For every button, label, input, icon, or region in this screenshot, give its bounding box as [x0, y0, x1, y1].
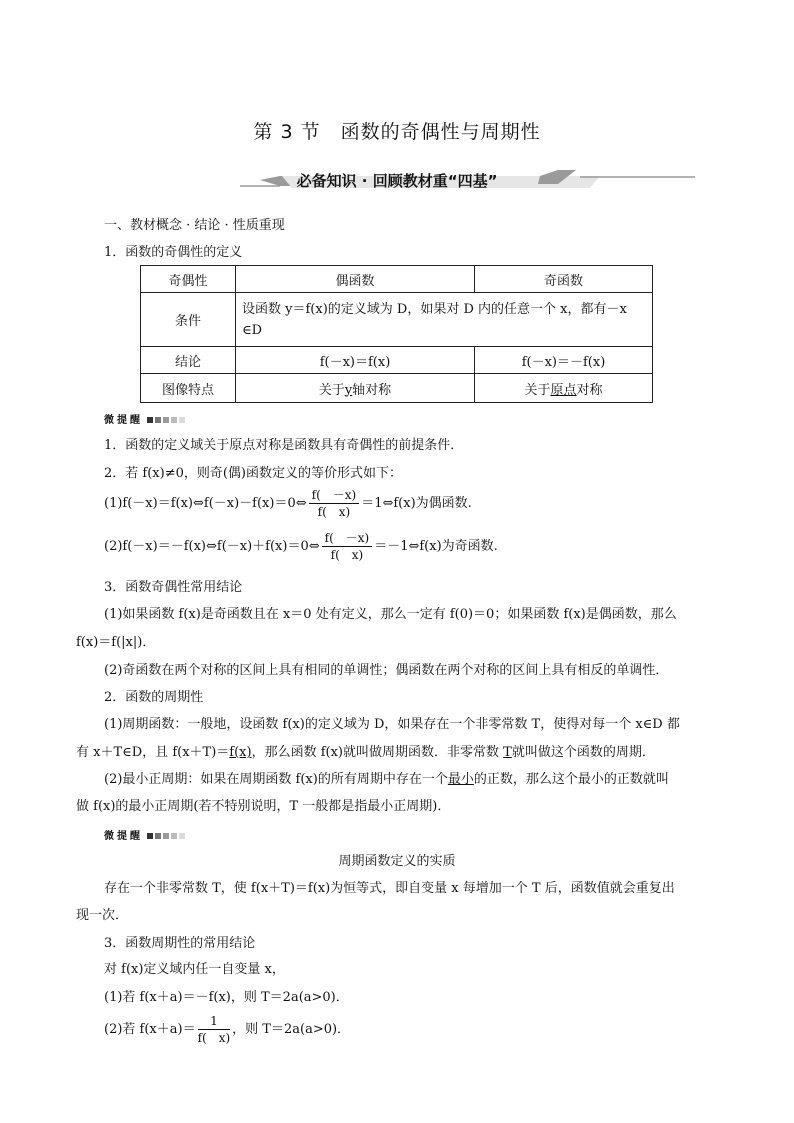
- banner-heading: 必备知识 · 回顾教材重“四基”: [296, 172, 498, 190]
- paragraph: (2)最小正周期：如果在周期函数 f(x)的所有周期中存在一个最小的正数，那么这个最小的正数就叫: [104, 772, 669, 787]
- paragraph: 有 x＋T∈D，且 f(x＋T)＝f(x)，那么函数 f(x)就叫做周期函数．非零常数 T就叫做这个函数的周期．: [76, 745, 655, 760]
- subheading-periodicity: 2．函数的周期性: [104, 690, 204, 705]
- paragraph: (2)若 f(x＋a)＝ $\frac{1}{f( x)}$ ，则 T＝2a(a>0)．: [104, 1014, 351, 1045]
- table-row: [141, 374, 653, 403]
- table-cell: f(－x)＝f(x): [236, 347, 475, 374]
- table-cell: 图像特点: [141, 374, 236, 403]
- table-cell: 关于原点对称: [475, 374, 653, 403]
- table-cell: 奇偶性: [141, 266, 236, 293]
- paragraph: 做 f(x)的最小正周期(若不特别说明，T 一般都是指最小正周期)．: [76, 799, 451, 814]
- table-cell: 偶函数: [236, 266, 475, 293]
- tip-line: 2．若 f(x)≠0，则奇(偶)函数定义的等价形式如下：: [104, 466, 402, 481]
- paragraph: 对 f(x)定义域内任一自变量 x，: [104, 962, 285, 977]
- page-title: 第 3 节 函数的奇偶性与周期性: [253, 121, 541, 143]
- table-cell: 关于y轴对称: [236, 374, 475, 403]
- tip-label: 微提醒: [104, 827, 187, 843]
- paragraph: 现一次．: [76, 908, 129, 923]
- table-cell: [236, 293, 653, 347]
- table-row: [141, 293, 653, 347]
- table-row: [141, 266, 653, 293]
- paragraph: (1)周期函数：一般地，设函数 f(x)的定义域为 D，如果存在一个非零常数 T，使得对每一个 x∈D 都: [104, 717, 680, 732]
- tip-label: 微提醒: [104, 411, 187, 427]
- parity-table: [140, 265, 653, 403]
- section-heading: 一、教材概念 · 结论 · 性质重现: [104, 218, 285, 233]
- paragraph: (1)如果函数 f(x)是奇函数且在 x＝0 处有定义，那么一定有 f(0)＝0；如果函数 f(x)是偶函数，那么: [104, 607, 677, 622]
- table-cell: 条件: [141, 293, 236, 347]
- table-row: [141, 347, 653, 374]
- paragraph: (2)奇函数在两个对称的区间上具有相同的单调性；偶函数在两个对称的区间上具有相反的单调性．: [104, 663, 669, 678]
- paragraph: f(x)＝f(|x|)．: [76, 635, 156, 650]
- table-cell: 奇函数: [475, 266, 653, 293]
- table-cell: f(－x)＝－f(x): [475, 347, 653, 374]
- equivalence-even: (1)f(－x)＝f(x)⇔f(－x)－f(x)＝0⇔ $\frac{f( -x)}{f( x)}$ ＝1⇔f(x)为偶函数.: [104, 488, 472, 519]
- condition-text-2: ∈D: [242, 322, 263, 338]
- subheading-parity: 1．函数的奇偶性的定义: [104, 245, 243, 260]
- table-cell: 结论: [141, 347, 236, 374]
- subheading-parity-conclusions: 3．函数奇偶性常用结论: [104, 580, 243, 595]
- equivalence-odd: (2)f(－x)＝－f(x)⇔f(－x)＋f(x)＝0⇔ $\frac{f( -x)}{f( x)}$ ＝－1⇔f(x)为奇函数.: [104, 531, 498, 562]
- subheading-periodicity-conclusions: 3．函数周期性的常用结论: [104, 936, 256, 951]
- paragraph: 存在一个非零常数 T，使 f(x＋T)＝f(x)为恒等式，即自变量 x 每增加一个 T 后，函数值就会重复出: [104, 881, 675, 896]
- tip-title: 周期函数定义的实质: [338, 854, 456, 869]
- tip-line: 1．函数的定义域关于原点对称是函数具有奇偶性的前提条件．: [104, 438, 464, 453]
- paragraph: (1)若 f(x＋a)＝－f(x)，则 T＝2a(a>0)．: [104, 990, 349, 1005]
- condition-text-1: 设函数 y＝f(x)的定义域为 D，如果对 D 内的任意一个 x，都有－x: [242, 301, 627, 317]
